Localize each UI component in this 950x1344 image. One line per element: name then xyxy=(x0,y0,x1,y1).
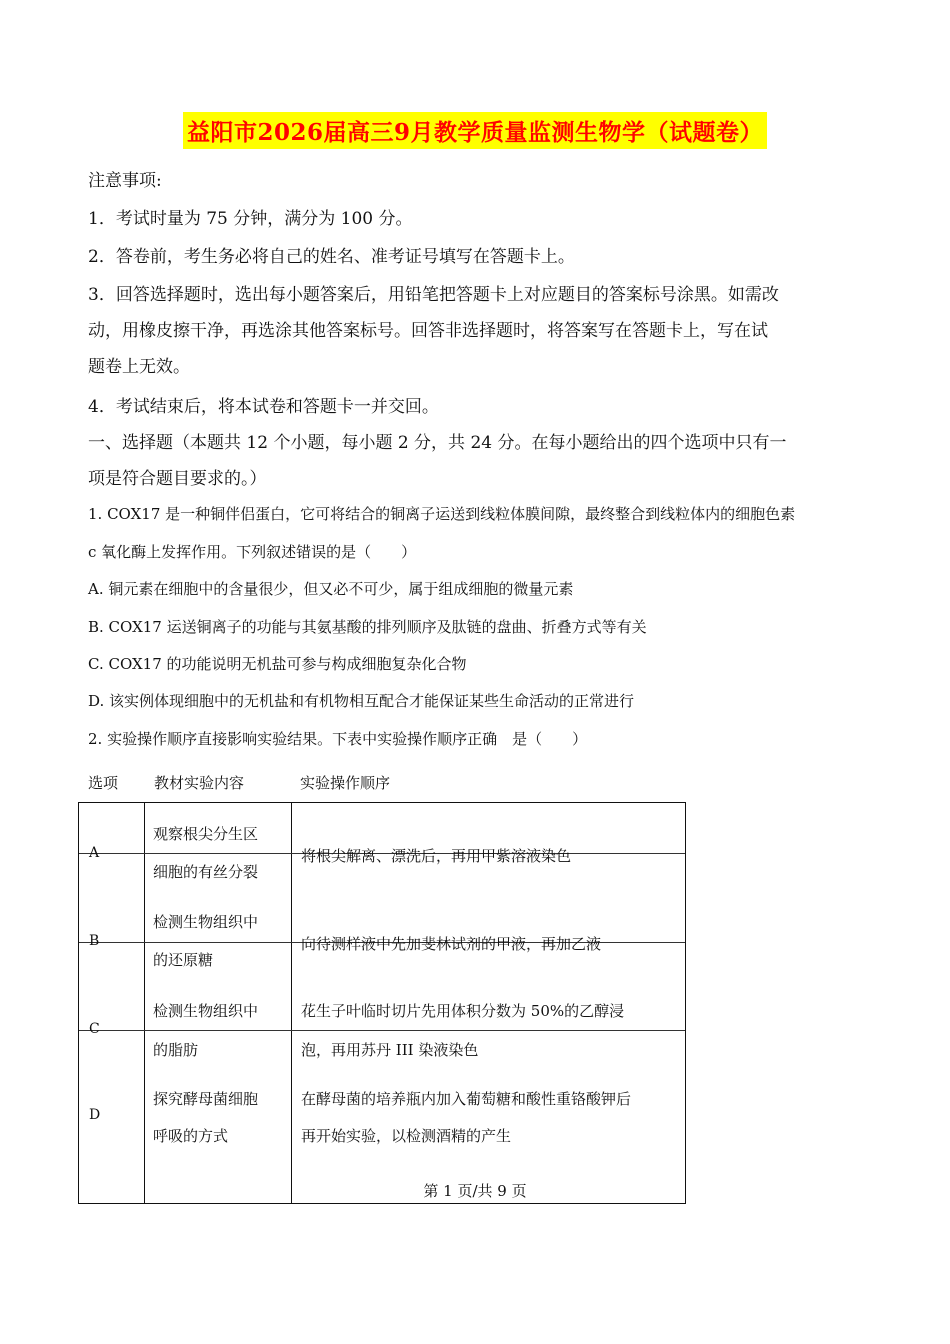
q2-stem: 2. 实验操作顺序直接影响实验结果。下表中实验操作顺序正确 是（ ） xyxy=(88,730,588,748)
table-row-b-option: B xyxy=(89,933,100,949)
notice-item-2: 2．答卷前，考生务必将自己的姓名、准考证号填写在答题卡上。 xyxy=(88,247,575,267)
notice-heading: 注意事项: xyxy=(88,171,162,191)
q1-option-d: D. 该实例体现细胞中的无机盐和有机物相互配合才能保证某些生命活动的正常进行 xyxy=(88,692,635,710)
table-row-d-operation-line-1: 在酵母菌的培养瓶内加入葡萄糖和酸性重铬酸钾后 xyxy=(301,1090,632,1108)
table-row-d-operation-line-2: 再开始实验，以检测酒精的产生 xyxy=(301,1127,512,1145)
table-row-c-content-line-1: 检测生物组织中 xyxy=(153,1002,259,1020)
table-col-divider-1 xyxy=(144,803,145,1203)
notice-item-3-line-1: 3．回答选择题时，选出每小题答案后，用铅笔把答题卡上对应题目的答案标号涂黑。如需改 xyxy=(88,285,779,305)
table-row-divider-3 xyxy=(79,1030,685,1031)
q1-option-c: C. COX17 的功能说明无机盐可参与构成细胞复杂化合物 xyxy=(88,655,467,673)
table-header-option: 选项 xyxy=(88,774,119,792)
table-row-c-operation-line-2: 泡，再用苏丹 III 染液染色 xyxy=(301,1041,479,1059)
table-row-c-content-line-2: 的脂肪 xyxy=(153,1041,199,1059)
table-row-b-operation: 向待测样液中先加斐林试剂的甲液，再加乙液 xyxy=(301,935,602,953)
section-heading-line-2: 项是符合题目要求的。） xyxy=(88,469,267,489)
table-row-a-content-line-2: 细胞的有丝分裂 xyxy=(153,863,259,881)
title-container xyxy=(0,112,950,149)
notice-item-4: 4．考试结束后，将本试卷和答题卡一并交回。 xyxy=(88,397,439,417)
q1-option-b: B. COX17 运送铜离子的功能与其氨基酸的排列顺序及肽链的盘曲、折叠方式等有关 xyxy=(88,618,647,636)
table-row-c-operation-line-1: 花生子叶临时切片先用体积分数为 50%的乙醇浸 xyxy=(301,1002,625,1020)
table-row-a-content-line-1: 观察根尖分生区 xyxy=(153,825,259,843)
q1-option-a: A. 铜元素在细胞中的含量很少，但又必不可少，属于组成细胞的微量元素 xyxy=(88,580,574,598)
page-footer: 第 1 页/共 9 页 xyxy=(423,1182,527,1200)
notice-item-3-line-3: 题卷上无效。 xyxy=(88,357,190,377)
notice-item-3-line-2: 动，用橡皮擦干净，再选涂其他答案标号。回答非选择题时，将答案写在答题卡上，写在试 xyxy=(88,321,768,341)
table-row-d-content-line-2: 呼吸的方式 xyxy=(153,1127,229,1145)
notice-item-1: 1．考试时量为 75 分钟，满分为 100 分。 xyxy=(88,209,413,229)
table-row-d-content-line-1: 探究酵母菌细胞 xyxy=(153,1090,259,1108)
table-col-divider-2 xyxy=(291,803,292,1203)
table-row-b-content-line-1: 检测生物组织中 xyxy=(153,913,259,931)
q1-stem-line-2: c 氧化酶上发挥作用。下列叙述错误的是（ ） xyxy=(88,543,417,561)
q1-stem-line-1: 1. COX17 是一种铜伴侣蛋白，它可将结合的铜离子运送到线粒体膜间隙，最终整合到线粒体内的细胞色素 xyxy=(88,505,796,523)
section-heading-line-1: 一、选择题（本题共 12 个小题，每小题 2 分，共 24 分。在每小题给出的四个选项中只有一 xyxy=(88,433,787,453)
table-row-c-option: C xyxy=(89,1021,100,1037)
table-row-b-content-line-2: 的还原糖 xyxy=(153,951,214,969)
page-title: 益阳市2026届高三9月教学质量监测生物学（试题卷） xyxy=(183,112,767,149)
table-row-a-operation: 将根尖解离、漂洗后，再用甲紫溶液染色 xyxy=(301,847,572,865)
table-row-a-option: A xyxy=(89,845,100,861)
experiment-table xyxy=(78,802,686,1204)
table-row-d-option: D xyxy=(89,1107,101,1123)
table-header-operation: 实验操作顺序 xyxy=(300,774,391,792)
table-header-content: 教材实验内容 xyxy=(154,774,245,792)
